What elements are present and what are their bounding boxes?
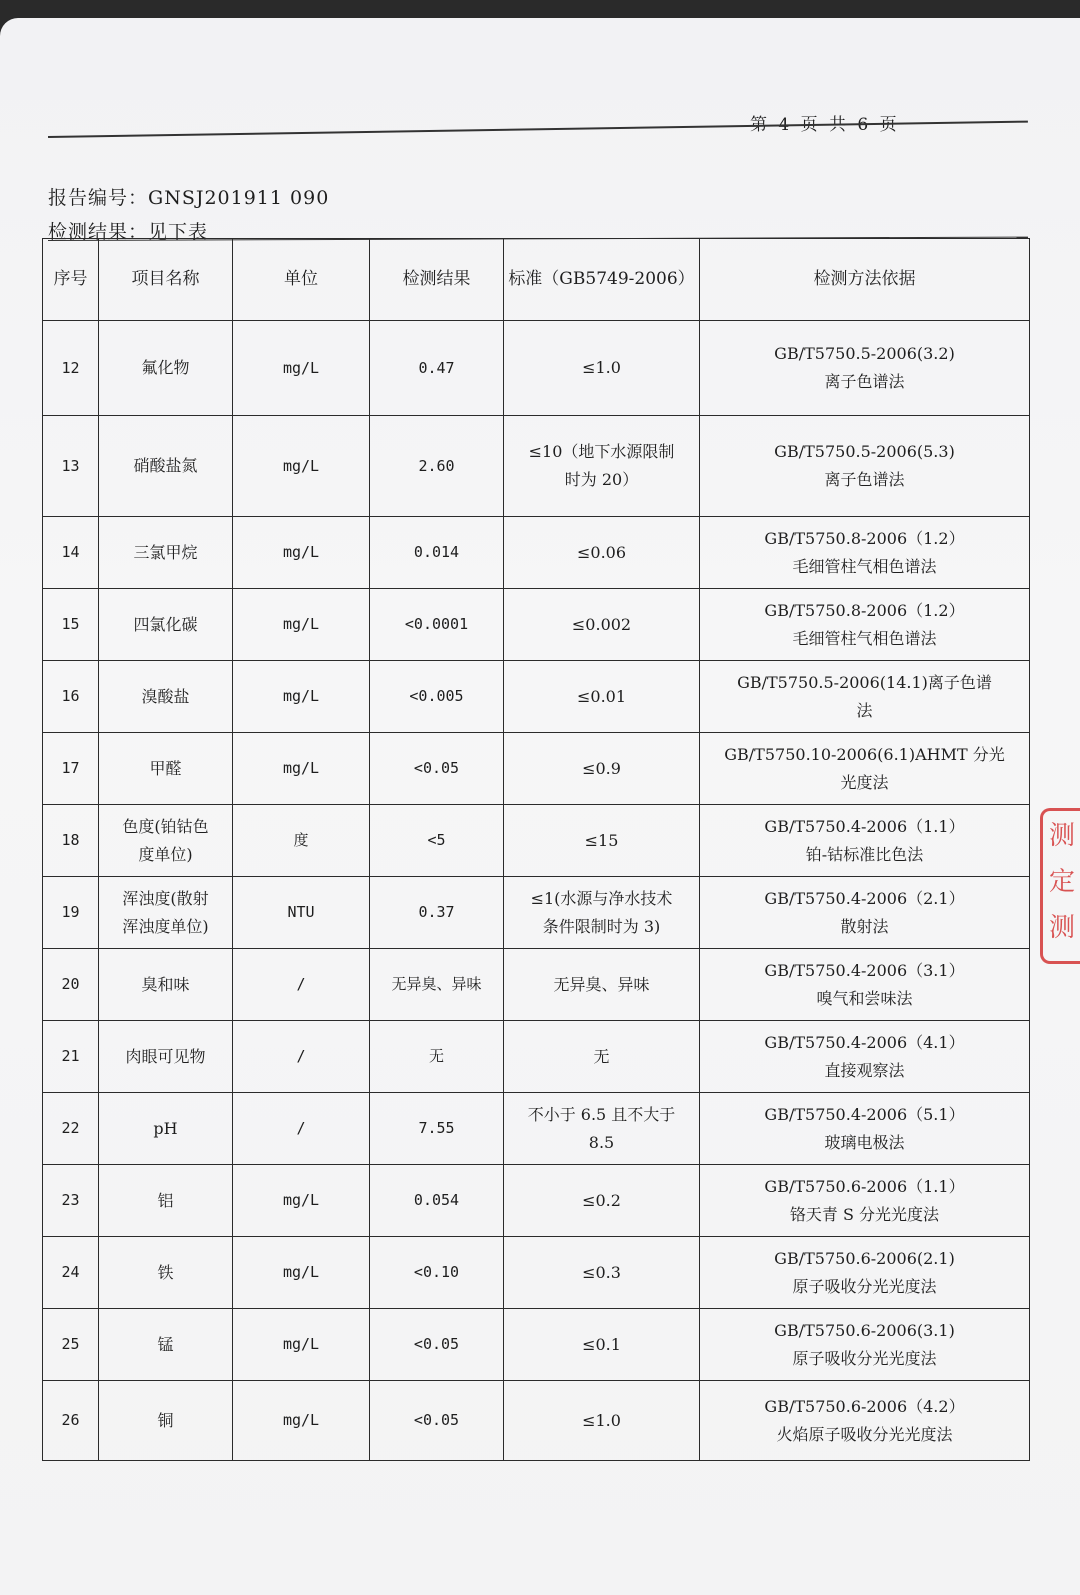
report-number-label: 报告编号： xyxy=(48,187,149,209)
cell-standard: ≤10（地下水源限制 时为 20） xyxy=(504,416,700,517)
cell-seq: 17 xyxy=(43,733,99,805)
table-row xyxy=(43,589,1030,661)
cell-method: GB/T5750.4-2006（4.1） 直接观察法 xyxy=(700,1021,1030,1093)
cell-unit: mg/L xyxy=(233,321,370,416)
table-row xyxy=(43,1165,1030,1237)
cell-unit: NTU xyxy=(233,877,370,949)
table-row xyxy=(43,805,1030,877)
cell-method: GB/T5750.6-2006（1.1） 铬天青 S 分光光度法 xyxy=(700,1165,1030,1237)
cell-seq: 14 xyxy=(43,517,99,589)
table-body xyxy=(43,321,1030,1461)
results-table xyxy=(42,238,1030,1461)
cell-result: <0.10 xyxy=(370,1237,504,1309)
cell-result: 7.55 xyxy=(370,1093,504,1165)
cell-standard: ≤0.002 xyxy=(504,589,700,661)
cell-seq: 22 xyxy=(43,1093,99,1165)
cell-method: GB/T5750.8-2006（1.2） 毛细管柱气相色谱法 xyxy=(700,589,1030,661)
cell-result: <0.0001 xyxy=(370,589,504,661)
cell-unit: mg/L xyxy=(233,1237,370,1309)
table-row xyxy=(43,661,1030,733)
cell-seq: 23 xyxy=(43,1165,99,1237)
result-value: 见下表 xyxy=(148,221,209,243)
table-row xyxy=(43,1021,1030,1093)
cell-result: 无 xyxy=(370,1021,504,1093)
cell-item: 铁 xyxy=(99,1237,233,1309)
cell-unit: mg/L xyxy=(233,733,370,805)
cell-unit: 度 xyxy=(233,805,370,877)
cell-item: 锰 xyxy=(99,1309,233,1381)
cell-item: 三氯甲烷 xyxy=(99,517,233,589)
cell-seq: 15 xyxy=(43,589,99,661)
table-row xyxy=(43,733,1030,805)
cell-result: 0.014 xyxy=(370,517,504,589)
cell-unit: mg/L xyxy=(233,416,370,517)
header-seq: 序号 xyxy=(43,239,99,321)
cell-standard: ≤0.01 xyxy=(504,661,700,733)
cell-method: GB/T5750.8-2006（1.2） 毛细管柱气相色谱法 xyxy=(700,517,1030,589)
cell-item: 铜 xyxy=(99,1381,233,1461)
table-row xyxy=(43,416,1030,517)
cell-item: 硝酸盐氮 xyxy=(99,416,233,517)
cell-unit: mg/L xyxy=(233,661,370,733)
cell-result: <0.05 xyxy=(370,1381,504,1461)
cell-seq: 24 xyxy=(43,1237,99,1309)
cell-standard: 无 xyxy=(504,1021,700,1093)
cell-standard: ≤1.0 xyxy=(504,1381,700,1461)
cell-result: 0.37 xyxy=(370,877,504,949)
cell-method: GB/T5750.5-2006(14.1)离子色谱 法 xyxy=(700,661,1030,733)
cell-unit: mg/L xyxy=(233,1165,370,1237)
cell-seq: 26 xyxy=(43,1381,99,1461)
cell-standard: ≤0.3 xyxy=(504,1237,700,1309)
cell-unit: / xyxy=(233,1021,370,1093)
cell-method: GB/T5750.6-2006（4.2） 火焰原子吸收分光光度法 xyxy=(700,1381,1030,1461)
table-row xyxy=(43,949,1030,1021)
table-row xyxy=(43,1237,1030,1309)
cell-item: 氟化物 xyxy=(99,321,233,416)
cell-unit: / xyxy=(233,1093,370,1165)
cell-standard: 无异臭、异味 xyxy=(504,949,700,1021)
header-unit: 单位 xyxy=(233,239,370,321)
cell-standard: ≤0.06 xyxy=(504,517,700,589)
table-row xyxy=(43,321,1030,416)
cell-result: 2.60 xyxy=(370,416,504,517)
table-row xyxy=(43,1309,1030,1381)
cell-method: GB/T5750.4-2006（5.1） 玻璃电极法 xyxy=(700,1093,1030,1165)
table-row xyxy=(43,877,1030,949)
cell-item: 肉眼可见物 xyxy=(99,1021,233,1093)
header-standard: 标准（GB5749-2006） xyxy=(504,239,700,321)
cell-seq: 18 xyxy=(43,805,99,877)
cell-result: 0.47 xyxy=(370,321,504,416)
cell-unit: mg/L xyxy=(233,517,370,589)
cell-seq: 21 xyxy=(43,1021,99,1093)
cell-item: 四氯化碳 xyxy=(99,589,233,661)
cell-item: 甲醛 xyxy=(99,733,233,805)
cell-result: 0.054 xyxy=(370,1165,504,1237)
cell-method: GB/T5750.4-2006（1.1） 铂-钴标准比色法 xyxy=(700,805,1030,877)
cell-unit: / xyxy=(233,949,370,1021)
cell-standard: ≤15 xyxy=(504,805,700,877)
cell-unit: mg/L xyxy=(233,589,370,661)
cell-unit: mg/L xyxy=(233,1309,370,1381)
table-header-row xyxy=(43,239,1030,321)
cell-item: 浑浊度(散射 浑浊度单位) xyxy=(99,877,233,949)
cell-result: 无异臭、异味 xyxy=(370,949,504,1021)
header-method: 检测方法依据 xyxy=(700,239,1030,321)
cell-result: <5 xyxy=(370,805,504,877)
table-row xyxy=(43,1381,1030,1461)
header-result: 检测结果 xyxy=(370,239,504,321)
cell-method: GB/T5750.6-2006(2.1) 原子吸收分光光度法 xyxy=(700,1237,1030,1309)
cell-method: GB/T5750.5-2006(3.2) 离子色谱法 xyxy=(700,321,1030,416)
cell-item: 溴酸盐 xyxy=(99,661,233,733)
cell-seq: 20 xyxy=(43,949,99,1021)
cell-result: <0.05 xyxy=(370,1309,504,1381)
cell-method: GB/T5750.10-2006(6.1)AHMT 分光 光度法 xyxy=(700,733,1030,805)
cell-method: GB/T5750.6-2006(3.1) 原子吸收分光光度法 xyxy=(700,1309,1030,1381)
cell-standard: ≤0.1 xyxy=(504,1309,700,1381)
cell-seq: 19 xyxy=(43,877,99,949)
cell-item: pH xyxy=(99,1093,233,1165)
cell-method: GB/T5750.5-2006(5.3) 离子色谱法 xyxy=(700,416,1030,517)
cell-item: 色度(铂钴色 度单位) xyxy=(99,805,233,877)
cell-seq: 12 xyxy=(43,321,99,416)
cell-seq: 16 xyxy=(43,661,99,733)
result-label: 检测结果： xyxy=(48,221,149,243)
cell-standard: ≤0.2 xyxy=(504,1165,700,1237)
cell-item: 臭和味 xyxy=(99,949,233,1021)
header-item: 项目名称 xyxy=(99,239,233,321)
cell-standard: ≤1.0 xyxy=(504,321,700,416)
table-row xyxy=(43,1093,1030,1165)
report-number: GNSJ201911 090 xyxy=(148,187,330,209)
cell-method: GB/T5750.4-2006（3.1） 嗅气和尝味法 xyxy=(700,949,1030,1021)
cell-result: <0.05 xyxy=(370,733,504,805)
cell-method: GB/T5750.4-2006（2.1） 散射法 xyxy=(700,877,1030,949)
cell-result: <0.005 xyxy=(370,661,504,733)
cell-seq: 25 xyxy=(43,1309,99,1381)
cell-unit: mg/L xyxy=(233,1381,370,1461)
cell-standard: ≤1(水源与净水技术 条件限制时为 3) xyxy=(504,877,700,949)
red-seal-stamp: 测 定 测 xyxy=(1040,808,1080,964)
cell-standard: 不小于 6.5 且不大于 8.5 xyxy=(504,1093,700,1165)
cell-seq: 13 xyxy=(43,416,99,517)
report-number-line xyxy=(48,183,329,210)
table-row xyxy=(43,517,1030,589)
cell-item: 铝 xyxy=(99,1165,233,1237)
page-number: 第 4 页 共 6 页 xyxy=(750,115,900,135)
cell-standard: ≤0.9 xyxy=(504,733,700,805)
